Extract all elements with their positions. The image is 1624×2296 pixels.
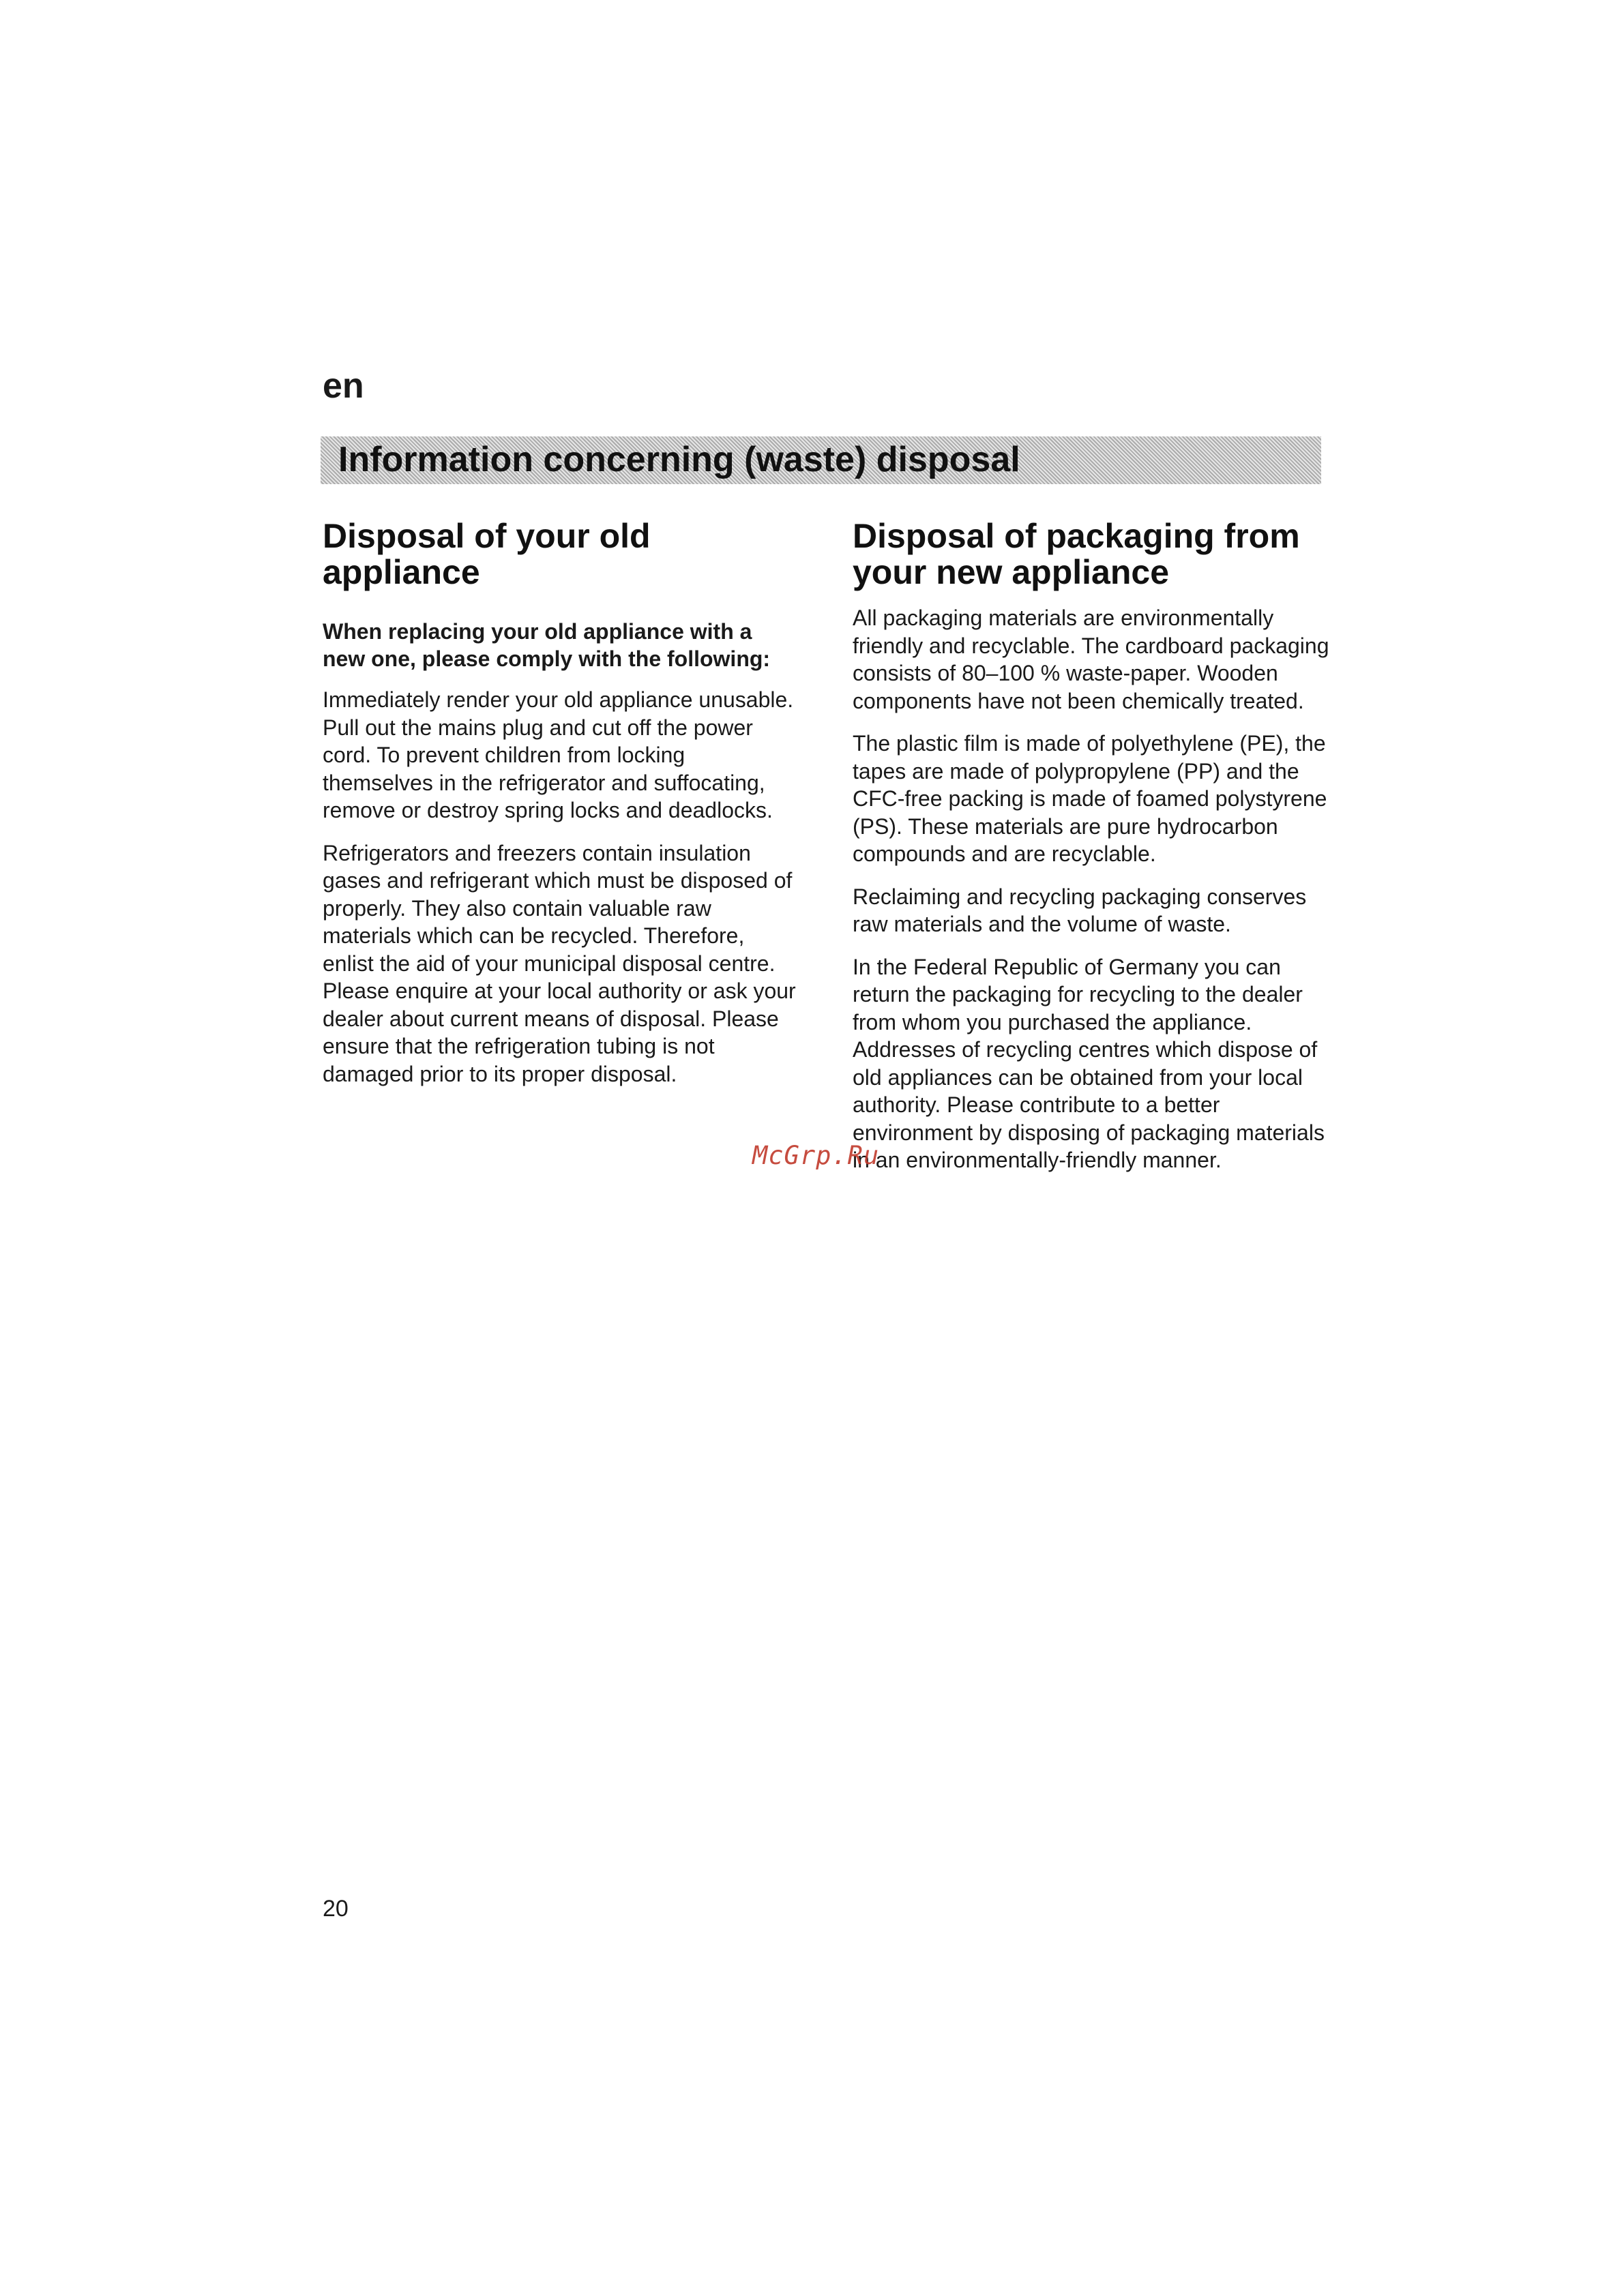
right-paragraph-3: Reclaiming and recycling packaging conserves raw materials and the volume of waste. [853,884,1307,936]
language-tag: en [323,366,364,406]
right-paragraph-4: In the Federal Republic of Germany you can return the packaging for recycling to the dealer from whom you purchased the appliance. Addresses of recycling centres which dispose of old appliances can be obtained from your local authority. Please contribute to a better environment by disposing of packaging materials in an environmentally-friendly manner. [853,954,1325,1172]
section-banner [321,436,1321,484]
left-paragraph-1: Immediately render your old appliance unusable. Pull out the mains plug and cut off the power cord. To prevent children from locking themselves in the refrigerator and suffocating, remove or destroy spring locks and deadlocks. [323,687,794,822]
left-column [323,518,800,1103]
banner-title: Information concerning (waste) disposal [338,440,1020,479]
left-lead: When replacing your old appliance with a new one, please comply with the following: [323,619,771,671]
left-paragraph-2: Refrigerators and freezers contain insulation gases and refrigerant which must be disposed of properly. They also contain valuable raw materials which can be recycled. Therefore, enlist the aid of your municipal disposal centre. Please enquire at your local authority or ask your dealer about current means of disposal. Please ensure that the refrigeration tubing is not damaged prior to its proper disposal. [323,840,796,1086]
right-paragraph-2: The plastic film is made of polyethylene (PE), the tapes are made of polypropylene (PP) and the CFC-free packing is made of foamed polystyrene (PS). These materials are pure hydrocarbon compounds and are recyclable. [853,731,1327,866]
watermark: McGrp.Ru [752,1141,880,1170]
right-column [853,518,1330,1189]
right-heading: Disposal of packaging from your new appliance [853,517,1300,591]
right-paragraph-1: All packaging materials are environmentally friendly and recyclable. The cardboard packaging consists of 80–100 % waste-paper. Wooden components have not been chemically treated. [853,606,1329,713]
left-heading: Disposal of your old appliance [323,517,651,591]
page-number: 20 [323,1896,349,1922]
